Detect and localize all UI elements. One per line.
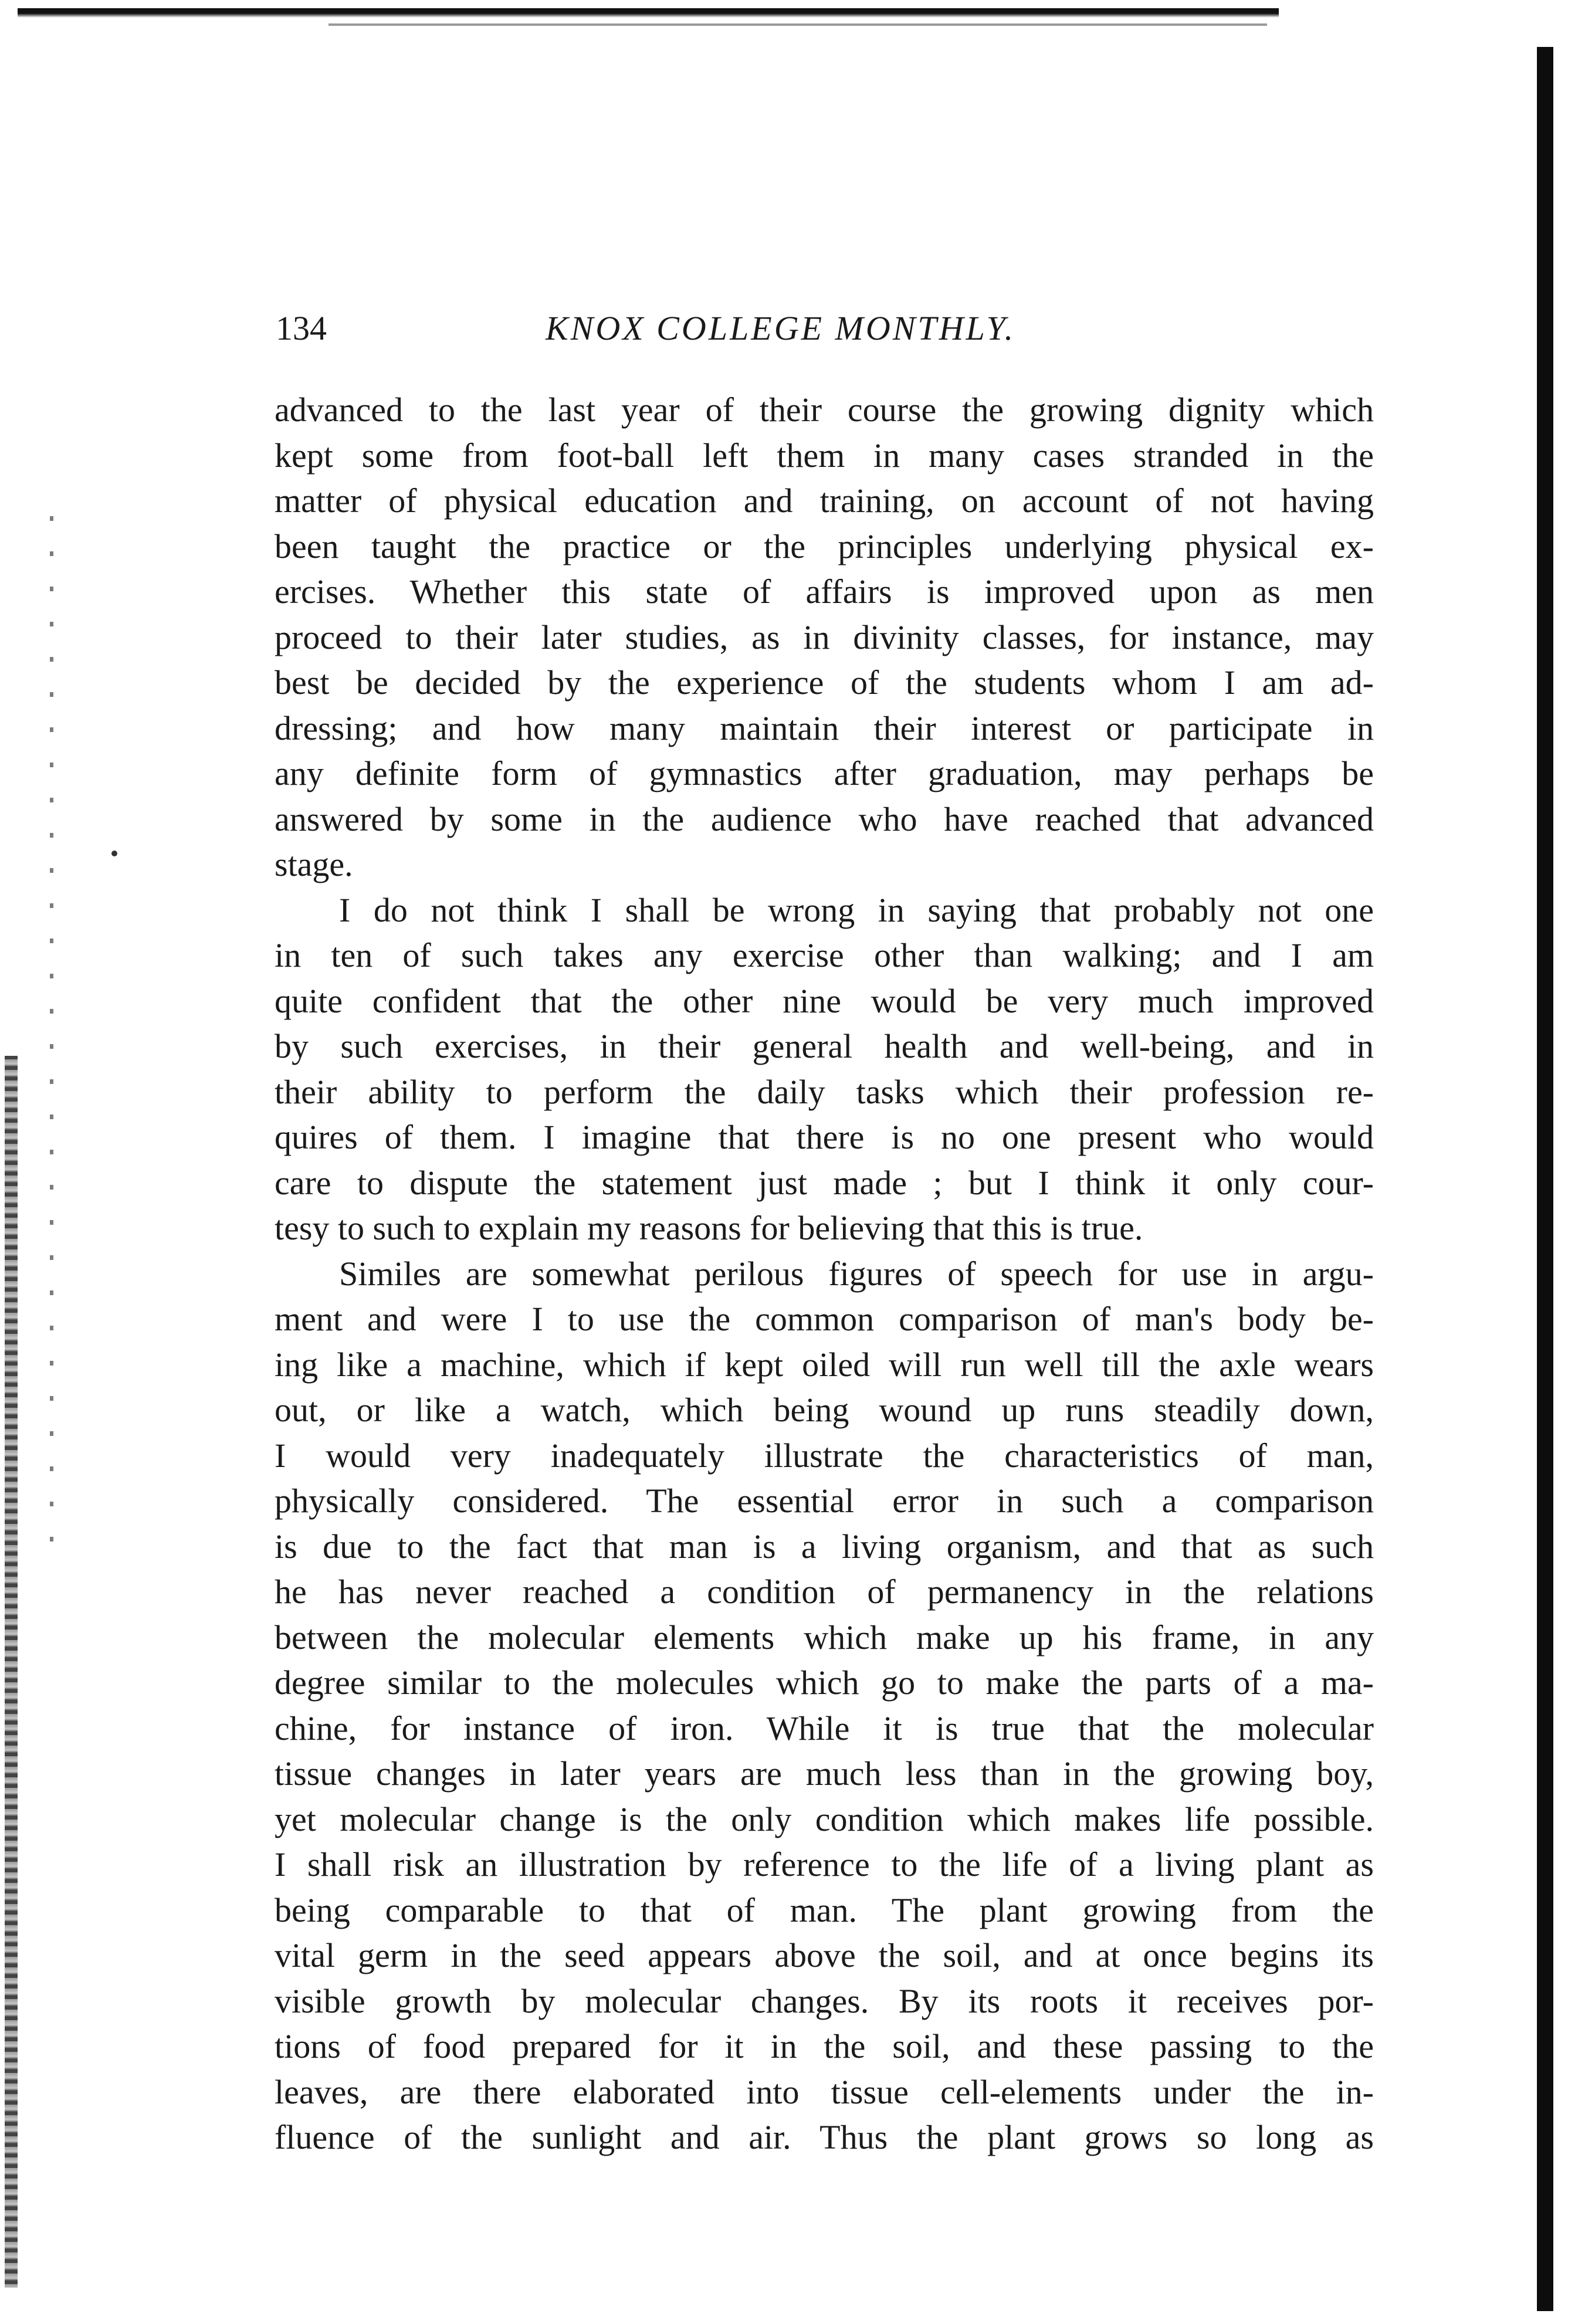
text-line: chine, for instance of iron. While it is true that the molecular xyxy=(275,1709,1374,1747)
article-body xyxy=(275,387,1374,2160)
text-line: degree similar to the molecules which go to make the parts of a ma- xyxy=(275,1664,1374,1702)
text-line: out, or like a watch, which being wound up runs steadily down, xyxy=(275,1391,1374,1429)
text-line: quires of them. I imagine that there is no one present who would xyxy=(275,1118,1374,1156)
text-line: between the molecular elements which make up his frame, in any xyxy=(275,1618,1374,1656)
text-line: their ability to perform the daily tasks which their profession re- xyxy=(275,1072,1374,1111)
text-line: ing like a machine, which if kept oiled will run well till the axle wears xyxy=(275,1345,1374,1384)
text-line: proceed to their later studies, as in divinity classes, for instance, may xyxy=(275,618,1374,656)
text-line: yet molecular change is the only condition which makes life possible. xyxy=(275,1800,1374,1838)
running-head xyxy=(276,305,1373,352)
text-line: leaves, are there elaborated into tissue cell-elements under the in- xyxy=(275,2072,1374,2111)
scan-speck xyxy=(111,851,117,856)
text-line: I would very inadequately illustrate the characteristics of man, xyxy=(275,1436,1374,1475)
text-line: kept some from foot-ball left them in many cases stranded in the xyxy=(275,436,1374,475)
journal-title: KNOX COLLEGE MONTHLY. xyxy=(546,309,1016,347)
text-line: physically considered. The essential error in such a comparison xyxy=(275,1482,1374,1520)
text-line: answered by some in the audience who have reached that advanced xyxy=(275,799,1374,838)
text-line: visible growth by molecular changes. By its roots it receives por- xyxy=(275,1981,1374,2020)
text-line: I do not think I shall be wrong in saying that probably not one xyxy=(339,890,1374,929)
text-line: being comparable to that of man. The plant growing from the xyxy=(275,1891,1374,1929)
text-line: stage. xyxy=(275,845,353,883)
text-line: Similes are somewhat perilous figures of speech for use in argu- xyxy=(339,1254,1374,1293)
text-line: tesy to such to explain my reasons for believing that this is true. xyxy=(275,1209,1143,1247)
text-line: been taught the practice or the principles underlying physical ex- xyxy=(275,527,1374,565)
text-line: in ten of such takes any exercise other than walking; and I am xyxy=(275,936,1374,974)
text-line: I shall risk an illustration by reference to the life of a living plant as xyxy=(275,1845,1374,1883)
text-line: he has never reached a condition of permanency in the relations xyxy=(275,1573,1374,1611)
scan-left-edge xyxy=(5,1056,18,2288)
text-line: matter of physical education and training, on account of not having xyxy=(275,482,1374,520)
text-line: tions of food prepared for it in the soil, and these passing to the xyxy=(275,2027,1374,2065)
text-line: tissue changes in later years are much less than in the growing boy, xyxy=(275,1754,1374,1793)
scan-binding-shadow xyxy=(1537,47,1553,2311)
text-line: ment and were I to use the common comparison of man's body be- xyxy=(275,1300,1374,1338)
text-line: any definite form of gymnastics after graduation, may perhaps be xyxy=(275,754,1374,792)
scan-left-dots xyxy=(50,516,53,1572)
text-line: by such exercises, in their general health and well-being, and in xyxy=(275,1027,1374,1065)
scan-top-rule-thin xyxy=(328,23,1267,26)
text-line: is due to the fact that man is a living organism, and that as such xyxy=(275,1527,1374,1566)
text-line: fluence of the sunlight and air. Thus the plant grows so long as xyxy=(275,2118,1374,2156)
text-line: best be decided by the experience of the students whom I am ad- xyxy=(275,663,1374,702)
scan-top-rule xyxy=(18,8,1279,18)
text-line: ercises. Whether this state of affairs is improved upon as men xyxy=(275,572,1374,611)
text-line: care to dispute the statement just made ; but I think it only cour- xyxy=(275,1163,1374,1202)
text-line: vital germ in the seed appears above the soil, and at once begins its xyxy=(275,1936,1374,1974)
text-line: quite confident that the other nine would be very much improved xyxy=(275,981,1374,1020)
text-line: advanced to the last year of their course the growing dignity which xyxy=(275,391,1374,429)
page-number: 134 xyxy=(276,309,327,347)
text-line: dressing; and how many maintain their interest or participate in xyxy=(275,709,1374,747)
